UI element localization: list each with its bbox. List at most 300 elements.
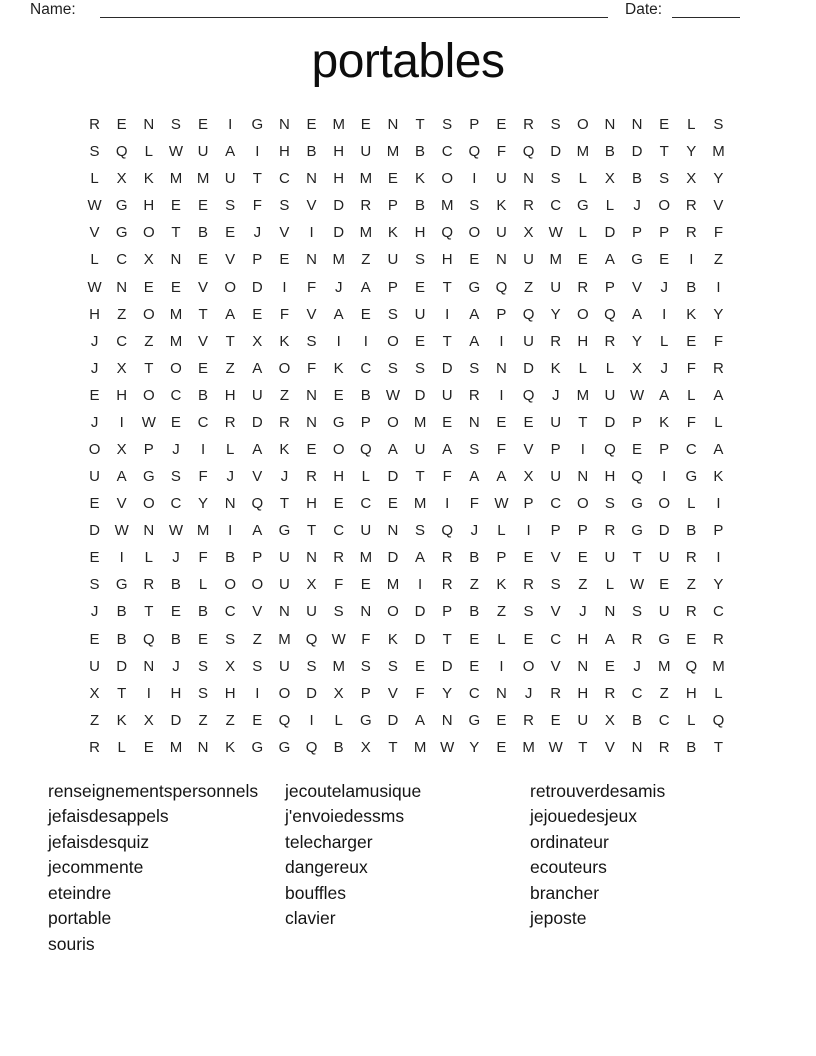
grid-cell: C bbox=[116, 332, 128, 350]
grid-cell: J bbox=[280, 468, 289, 486]
grid-cell: K bbox=[415, 170, 426, 188]
grid-cell: N bbox=[279, 603, 290, 621]
grid-cell: T bbox=[659, 143, 669, 161]
grid-cell: I bbox=[716, 278, 721, 296]
grid-cell: O bbox=[142, 495, 155, 513]
grid-cell: X bbox=[143, 251, 154, 269]
grid-cell: X bbox=[306, 576, 317, 594]
grid-cell: G bbox=[631, 522, 643, 540]
grid-cell: A bbox=[225, 305, 236, 323]
word-list-item: portable bbox=[48, 908, 112, 929]
grid-cell: F bbox=[306, 359, 317, 377]
grid-cell: Q bbox=[251, 495, 264, 513]
grid-cell: S bbox=[387, 359, 398, 377]
grid-cell: D bbox=[631, 143, 643, 161]
grid-cell: T bbox=[279, 495, 290, 513]
grid-cell: I bbox=[200, 440, 206, 458]
grid-cell: W bbox=[548, 224, 563, 242]
grid-cell: D bbox=[251, 278, 263, 296]
grid-cell: S bbox=[523, 603, 534, 621]
grid-cell: L bbox=[605, 576, 615, 594]
grid-cell: Q bbox=[441, 522, 454, 540]
grid-cell: U bbox=[658, 549, 670, 567]
grid-cell: N bbox=[496, 359, 507, 377]
grid-cell: A bbox=[387, 440, 398, 458]
grid-cell: B bbox=[469, 603, 480, 621]
grid-cell: P bbox=[659, 224, 670, 242]
grid-cell: E bbox=[252, 305, 263, 323]
grid-cell: A bbox=[604, 630, 615, 648]
grid-cell: R bbox=[523, 197, 534, 215]
grid-cell: E bbox=[198, 251, 209, 269]
grid-cell: H bbox=[306, 495, 317, 513]
grid-cell: A bbox=[604, 251, 615, 269]
grid-cell: V bbox=[550, 549, 561, 567]
grid-cell: K bbox=[496, 197, 507, 215]
grid-cell: N bbox=[170, 251, 182, 269]
grid-cell: C bbox=[360, 359, 372, 377]
grid-cell: A bbox=[713, 440, 724, 458]
grid-cell: M bbox=[576, 386, 590, 404]
grid-cell: R bbox=[604, 332, 616, 350]
grid-cell: R bbox=[523, 576, 534, 594]
grid-cell: Z bbox=[117, 305, 127, 323]
word-list-item: jeposte bbox=[530, 908, 587, 929]
grid-cell: P bbox=[713, 522, 724, 540]
grid-cell: O bbox=[387, 332, 399, 350]
grid-cell: C bbox=[550, 495, 562, 513]
grid-cell: D bbox=[441, 359, 453, 377]
grid-cell: W bbox=[629, 576, 645, 594]
grid-cell: P bbox=[604, 278, 615, 296]
grid-cell: U bbox=[523, 332, 534, 350]
grid-cell: D bbox=[333, 224, 345, 242]
grid-cell: B bbox=[333, 738, 344, 756]
grid-cell: P bbox=[550, 440, 561, 458]
grid-cell: L bbox=[687, 495, 696, 513]
grid-cell: L bbox=[687, 116, 696, 134]
word-list-item: retrouverdesamis bbox=[530, 781, 666, 801]
grid-cell: R bbox=[360, 197, 372, 215]
grid-cell: U bbox=[441, 386, 453, 404]
grid-cell: B bbox=[415, 143, 426, 161]
grid-cell: E bbox=[143, 278, 154, 296]
grid-cell: G bbox=[142, 468, 155, 486]
grid-cell: S bbox=[225, 197, 236, 215]
grid-cell: T bbox=[306, 522, 317, 540]
grid-cell: G bbox=[115, 576, 128, 594]
grid-cell: V bbox=[550, 603, 561, 621]
grid-cell: C bbox=[279, 170, 290, 188]
grid-cell: W bbox=[114, 522, 129, 540]
grid-cell: Z bbox=[225, 711, 235, 729]
grid-cell: E bbox=[659, 116, 670, 134]
grid-cell: H bbox=[685, 684, 697, 702]
grid-cell: I bbox=[228, 522, 233, 540]
grid-cell: Q bbox=[441, 224, 454, 242]
grid-cell: V bbox=[523, 440, 534, 458]
grid-cell: N bbox=[143, 657, 155, 675]
grid-cell: E bbox=[659, 576, 670, 594]
grid-cell: T bbox=[198, 305, 208, 323]
grid-cell: L bbox=[90, 251, 99, 269]
grid-cell: S bbox=[604, 495, 615, 513]
grid-cell: X bbox=[523, 468, 534, 486]
grid-cell: F bbox=[442, 468, 452, 486]
grid-cell: Z bbox=[225, 359, 235, 377]
grid-cell: L bbox=[144, 143, 153, 161]
grid-cell: H bbox=[604, 468, 616, 486]
grid-cell: S bbox=[469, 197, 480, 215]
grid-cell: V bbox=[279, 224, 290, 242]
grid-cell: Y bbox=[469, 738, 480, 756]
grid-cell: Q bbox=[522, 143, 535, 161]
grid-cell: E bbox=[170, 278, 181, 296]
grid-cell: M bbox=[386, 576, 400, 594]
grid-cell: I bbox=[309, 711, 314, 729]
grid-cell: J bbox=[90, 332, 99, 350]
grid-cell: R bbox=[658, 738, 670, 756]
grid-cell: N bbox=[224, 495, 236, 513]
grid-cell: N bbox=[441, 711, 453, 729]
grid-cell: B bbox=[198, 224, 209, 242]
grid-cell: Y bbox=[713, 170, 724, 188]
grid-cell: Q bbox=[522, 386, 535, 404]
grid-cell: J bbox=[172, 440, 180, 458]
grid-cell: E bbox=[333, 495, 344, 513]
grid-cell: E bbox=[415, 657, 426, 675]
grid-cell: I bbox=[146, 684, 151, 702]
grid-cell: N bbox=[604, 603, 616, 621]
grid-cell: D bbox=[387, 711, 399, 729]
grid-cell: S bbox=[89, 143, 100, 161]
grid-cell: R bbox=[89, 116, 100, 134]
grid-cell: Q bbox=[522, 305, 535, 323]
grid-cell: J bbox=[579, 603, 587, 621]
grid-cell: Q bbox=[712, 711, 725, 729]
grid-cell: O bbox=[332, 440, 345, 458]
grid-cell: A bbox=[333, 305, 344, 323]
grid-cell: E bbox=[306, 116, 317, 134]
grid-cell: O bbox=[387, 603, 399, 621]
grid-cell: T bbox=[632, 549, 642, 567]
grid-cell: R bbox=[279, 413, 290, 431]
grid-cell: F bbox=[415, 684, 425, 702]
grid-cell: J bbox=[633, 197, 641, 215]
grid-cell: E bbox=[279, 251, 290, 269]
grid-cell: E bbox=[469, 657, 480, 675]
grid-cell: E bbox=[89, 386, 100, 404]
grid-cell: G bbox=[115, 224, 128, 242]
grid-cell: S bbox=[550, 576, 561, 594]
grid-cell: L bbox=[578, 170, 587, 188]
grid-cell: I bbox=[228, 116, 233, 134]
grid-cell: Q bbox=[604, 305, 616, 323]
grid-cell: G bbox=[332, 413, 345, 431]
grid-cell: E bbox=[496, 711, 507, 729]
grid-cell: T bbox=[388, 738, 398, 756]
grid-cell: R bbox=[523, 116, 534, 134]
grid-cell: S bbox=[713, 116, 724, 134]
grid-cell: Y bbox=[550, 305, 561, 323]
grid-cell: W bbox=[87, 278, 102, 296]
word-list-item: bouffles bbox=[285, 882, 346, 903]
grid-cell: M bbox=[169, 170, 183, 188]
grid-cell: E bbox=[632, 440, 643, 458]
grid-cell: E bbox=[360, 576, 371, 594]
grid-cell: S bbox=[306, 657, 317, 675]
grid-cell: P bbox=[550, 522, 561, 540]
grid-cell: A bbox=[225, 143, 236, 161]
grid-cell: S bbox=[360, 657, 371, 675]
grid-cell: N bbox=[496, 684, 507, 702]
grid-cell: H bbox=[577, 684, 589, 702]
grid-cell: R bbox=[468, 386, 480, 404]
grid-cell: J bbox=[253, 224, 262, 242]
grid-cell: E bbox=[415, 278, 426, 296]
grid-cell: V bbox=[387, 684, 398, 702]
grid-cell: P bbox=[360, 413, 371, 431]
word-list-item: telecharger bbox=[285, 831, 373, 852]
grid-cell: E bbox=[550, 711, 561, 729]
grid-cell: E bbox=[306, 440, 317, 458]
grid-cell: I bbox=[363, 332, 368, 350]
grid-cell: Q bbox=[115, 143, 128, 161]
grid-cell: C bbox=[685, 440, 697, 458]
grid-cell: X bbox=[360, 738, 371, 756]
grid-cell: G bbox=[685, 468, 698, 486]
grid-cell: T bbox=[713, 738, 724, 756]
grid-cell: I bbox=[472, 170, 477, 188]
grid-cell: J bbox=[633, 657, 641, 675]
grid-cell: F bbox=[686, 359, 696, 377]
grid-cell: S bbox=[387, 305, 398, 323]
grid-cell: H bbox=[143, 197, 155, 215]
grid-cell: A bbox=[415, 549, 426, 567]
grid-cell: R bbox=[685, 603, 697, 621]
grid-cell: D bbox=[251, 413, 263, 431]
grid-cell: L bbox=[497, 522, 506, 540]
grid-cell: M bbox=[440, 197, 454, 215]
grid-cell: Y bbox=[713, 305, 724, 323]
grid-cell: D bbox=[414, 386, 426, 404]
grid-cell: I bbox=[119, 413, 124, 431]
grid-cell: B bbox=[632, 170, 643, 188]
grid-cell: Q bbox=[468, 143, 481, 161]
grid-cell: N bbox=[577, 657, 589, 675]
grid-cell: L bbox=[361, 468, 370, 486]
grid-cell: T bbox=[442, 630, 452, 648]
grid-cell: C bbox=[333, 522, 345, 540]
grid-cell: L bbox=[605, 359, 615, 377]
grid-cell: X bbox=[225, 657, 236, 675]
grid-cell: Y bbox=[442, 684, 453, 702]
grid-cell: W bbox=[440, 738, 455, 756]
grid-cell: N bbox=[279, 116, 290, 134]
grid-cell: K bbox=[387, 224, 398, 242]
grid-cell: V bbox=[89, 224, 100, 242]
grid-cell: G bbox=[278, 522, 291, 540]
grid-cell: A bbox=[469, 332, 480, 350]
grid-cell: R bbox=[577, 278, 589, 296]
grid-cell: B bbox=[170, 576, 181, 594]
grid-cell: Z bbox=[523, 278, 534, 296]
grid-cell: Q bbox=[359, 440, 372, 458]
grid-cell: R bbox=[333, 549, 345, 567]
grid-cell: D bbox=[333, 197, 345, 215]
grid-cell: D bbox=[441, 657, 453, 675]
grid-cell: W bbox=[141, 413, 156, 431]
grid-cell: T bbox=[415, 468, 425, 486]
grid-cell: E bbox=[523, 630, 534, 648]
grid-cell: I bbox=[499, 332, 504, 350]
grid-cell: M bbox=[657, 657, 671, 675]
grid-cell: S bbox=[279, 197, 290, 215]
grid-cell: G bbox=[468, 278, 481, 296]
word-list-item: souris bbox=[48, 933, 95, 954]
grid-cell: L bbox=[117, 738, 126, 756]
grid-cell: I bbox=[689, 251, 694, 269]
grid-cell: O bbox=[441, 170, 454, 188]
word-list-item: eteindre bbox=[48, 882, 112, 903]
grid-cell: V bbox=[632, 278, 643, 296]
grid-cell: M bbox=[549, 251, 562, 269]
grid-cell: Q bbox=[631, 468, 643, 486]
grid-cell: G bbox=[468, 711, 481, 729]
grid-cell: N bbox=[143, 522, 155, 540]
grid-cell: P bbox=[387, 278, 398, 296]
grid-cell: Z bbox=[361, 251, 371, 269]
grid-cell: X bbox=[333, 684, 344, 702]
grid-cell: E bbox=[442, 413, 453, 431]
grid-cell: T bbox=[578, 413, 588, 431]
word-list-item: j'envoiedessms bbox=[285, 806, 405, 827]
grid-cell: Q bbox=[604, 440, 616, 458]
grid-cell: T bbox=[578, 738, 588, 756]
grid-cell: Z bbox=[89, 711, 100, 729]
grid-cell: U bbox=[279, 576, 290, 594]
grid-cell: M bbox=[169, 332, 183, 350]
grid-cell: S bbox=[252, 657, 263, 675]
grid-cell: U bbox=[224, 170, 236, 188]
grid-cell: W bbox=[494, 495, 509, 513]
grid-cell: E bbox=[170, 197, 181, 215]
grid-cell: I bbox=[662, 468, 667, 486]
grid-cell: X bbox=[523, 224, 534, 242]
grid-cell: R bbox=[550, 684, 562, 702]
grid-cell: B bbox=[632, 711, 643, 729]
grid-cell: N bbox=[523, 170, 534, 188]
grid-cell: W bbox=[629, 386, 645, 404]
grid-cell: E bbox=[496, 738, 507, 756]
grid-cell: H bbox=[414, 224, 426, 242]
grid-cell: N bbox=[631, 116, 643, 134]
grid-cell: N bbox=[387, 116, 399, 134]
grid-cell: S bbox=[198, 657, 209, 675]
grid-cell: E bbox=[198, 116, 209, 134]
grid-cell: Z bbox=[279, 386, 290, 404]
grid-cell: L bbox=[578, 224, 587, 242]
grid-cell: U bbox=[414, 305, 426, 323]
grid-cell: F bbox=[198, 468, 208, 486]
grid-cell: X bbox=[89, 684, 100, 702]
grid-cell: J bbox=[90, 413, 99, 431]
grid-cell: J bbox=[524, 684, 533, 702]
grid-cell: F bbox=[279, 305, 290, 323]
word-list-item: dangereux bbox=[285, 857, 368, 878]
grid-cell: W bbox=[87, 197, 102, 215]
grid-cell: V bbox=[550, 657, 561, 675]
grid-cell: J bbox=[226, 468, 234, 486]
grid-cell: E bbox=[577, 549, 588, 567]
grid-cell: H bbox=[116, 386, 128, 404]
grid-cell: A bbox=[360, 278, 371, 296]
grid-cell: C bbox=[550, 197, 562, 215]
grid-cell: R bbox=[604, 522, 616, 540]
grid-cell: D bbox=[116, 657, 128, 675]
grid-cell: S bbox=[550, 116, 561, 134]
grid-cell: D bbox=[523, 359, 534, 377]
grid-cell: P bbox=[496, 305, 507, 323]
grid-cell: H bbox=[333, 170, 345, 188]
grid-cell: B bbox=[686, 738, 697, 756]
grid-cell: L bbox=[198, 576, 208, 594]
grid-cell: T bbox=[225, 332, 235, 350]
grid-cell: L bbox=[687, 386, 696, 404]
grid-cell: O bbox=[658, 495, 671, 513]
grid-cell: P bbox=[143, 440, 154, 458]
grid-cell: T bbox=[415, 116, 425, 134]
grid-cell: P bbox=[360, 684, 371, 702]
grid-cell: H bbox=[224, 684, 236, 702]
grid-cell: D bbox=[170, 711, 182, 729]
grid-cell: F bbox=[713, 224, 724, 242]
grid-cell: J bbox=[90, 603, 99, 621]
grid-cell: N bbox=[197, 738, 209, 756]
grid-cell: E bbox=[360, 305, 371, 323]
grid-cell: X bbox=[252, 332, 263, 350]
grid-cell: K bbox=[225, 738, 236, 756]
grid-cell: X bbox=[686, 170, 697, 188]
grid-cell: G bbox=[359, 711, 372, 729]
grid-cell: U bbox=[577, 711, 589, 729]
grid-cell: I bbox=[417, 576, 423, 594]
grid-cell: W bbox=[331, 630, 346, 648]
grid-cell: K bbox=[143, 170, 154, 188]
grid-cell: H bbox=[170, 684, 182, 702]
grid-cell: Y bbox=[632, 332, 643, 350]
grid-cell: C bbox=[658, 711, 670, 729]
grid-cell: E bbox=[198, 630, 209, 648]
grid-cell: R bbox=[604, 684, 616, 702]
grid-cell: E bbox=[116, 116, 127, 134]
grid-cell: R bbox=[713, 359, 724, 377]
grid-cell: N bbox=[468, 413, 480, 431]
grid-cell: F bbox=[686, 413, 696, 431]
grid-cell: U bbox=[387, 251, 399, 269]
grid-cell: M bbox=[278, 630, 291, 648]
grid-cell: I bbox=[336, 332, 341, 350]
grid-cell: H bbox=[441, 251, 453, 269]
grid-cell: I bbox=[309, 224, 314, 242]
grid-cell: L bbox=[497, 630, 506, 648]
grid-cell: M bbox=[359, 170, 373, 188]
grid-cell: J bbox=[551, 386, 560, 404]
grid-cell: S bbox=[659, 170, 670, 188]
grid-cell: U bbox=[89, 468, 100, 486]
grid-cell: B bbox=[686, 522, 697, 540]
grid-cell: H bbox=[333, 468, 345, 486]
